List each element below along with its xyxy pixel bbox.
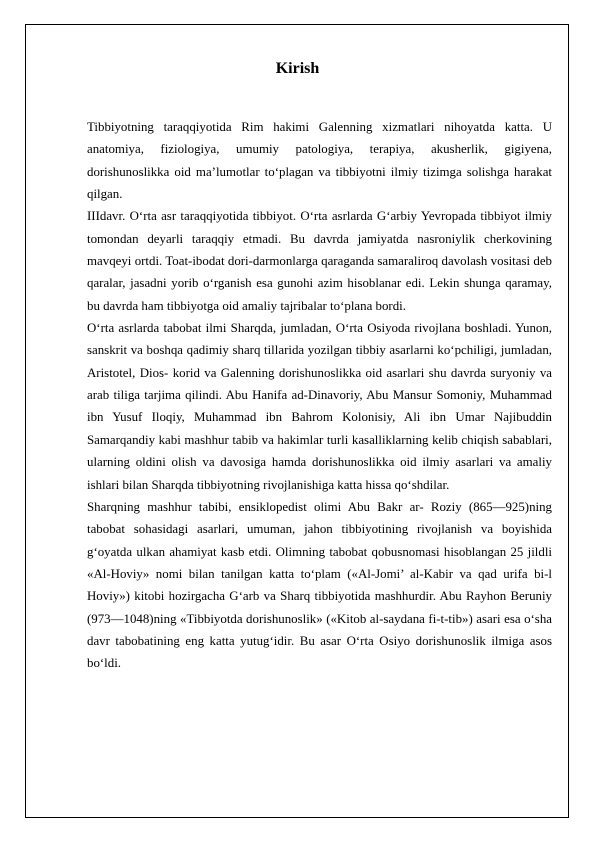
paragraph-galen: Tibbiyotning taraqqiyotida Rim hakimi Galenning xizmatlari nihoyatda katta. U anatomiya, fiziologiya, umumiy patologiya, terapiya, akusherlik, gigiyena, dorishunoslikka oid ma’lumotlar to‘plagan va tibbiyotni ilmiy tizimga solishga harakat qilgan. bbox=[87, 120, 552, 202]
document-body bbox=[87, 116, 552, 675]
paragraph-middle-ages: IIIdavr. O‘rta asr taraqqiyotida tibbiyot. O‘rta asrlarda G‘arbiy Yevropada tibbiyot ilmiy tomondan deyarli taraqqiy etmadi. Bu davrda jamiyatda nasroniylik cherkovining mavqeyi ortdi. Toat-ibodat dori-darmonlarga qaraganda samaraliroq davolash vositasi deb qaralar, jasadni yorib o‘rganish esa gunohi azim hisoblanar edi. Lekin shunga qaramay, bu davrda ham tibbiyotga oid amaliy tajribalar to‘plana bordi. bbox=[87, 209, 552, 313]
paragraph-roziy-beruniy: Sharqning mashhur tabibi, ensiklopedist olimi Abu Bakr ar- Roziy (865—925)ning tabobat sohasidagi asarlari, umuman, jahon tibbiyotining rivojlanish va boyishida g‘oyatda ulkan ahamiyat kasb etdi. Olimning tabobat qobusnomasi hisoblangan 25 jildli «Al-Hoviy» nomi bilan tanilgan katta to‘plam («Al-Jomi’ al-Kabir va qad urifa bi-l Hoviy») kitobi hozirgacha G‘arb va Sharq tibbiyotida mashhurdir. Abu Rayhon Beruniy (973—1048)ning «Tibbiyotda dorishunoslik» («Kitob al-saydana fi-t-tib») asari esa o‘sha davr tabobatining eng katta yutug‘idir. Bu asar O‘rta Osiyo dorishunoslik ilmiga asos bo‘ldi. bbox=[87, 499, 552, 671]
paragraph-east-medicine: O‘rta asrlarda tabobat ilmi Sharqda, jumladan, O‘rta Osiyoda rivojlana boshladi. Yunon, sanskrit va boshqa qadimiy sharq tillarida yozilgan tibbiy asarlarni ko‘pchiligi, jumladan, Aristotel, Dios- korid va Galenning dorishunoslikka oid asarlari shu davrda suryoniy va arab tiliga tarjima qilindi. Abu Hanifa ad-Dinavoriy, Abu Mansur Somoniy, Muhammad ibn Yusuf Iloqiy, Muhammad ibn Bahrom Kolonisiy, Ali ibn Umar Najibuddin Samarqandiy kabi mashhur tabib va hakimlar turli kasalliklarning kelib chiqish sabablari, ularning oldini olish va davosiga hamda dorishunoslikka oid ilmiy asarlari va amaliy ishlari bilan Sharqda tibbiyotning rivojlanishiga katta hissa qo‘shdilar. bbox=[87, 321, 552, 492]
page-title: Kirish bbox=[275, 60, 320, 77]
